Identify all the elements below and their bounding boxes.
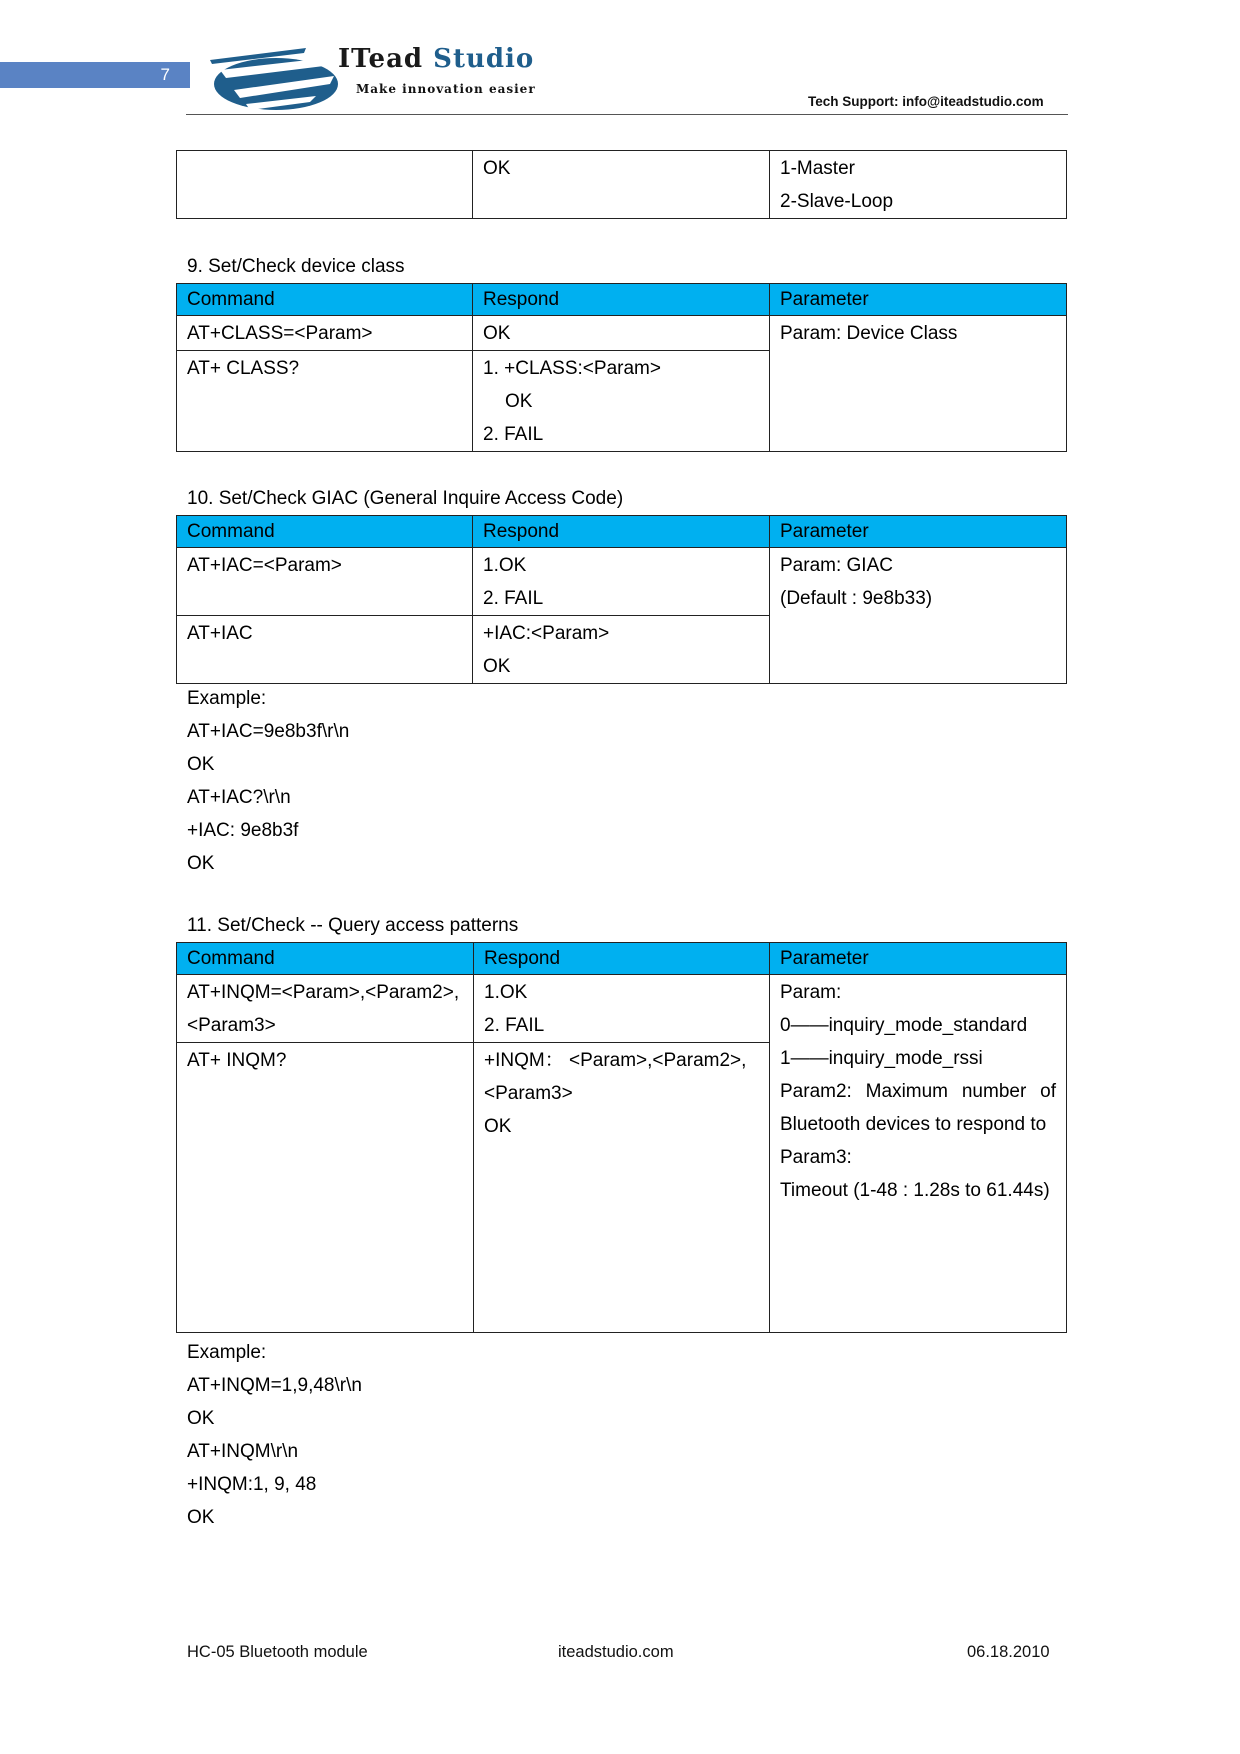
column-header: Respond <box>474 943 770 975</box>
example-line: OK <box>187 754 215 775</box>
column-header: Respond <box>473 284 770 316</box>
example-line: +IAC: 9e8b3f <box>187 820 299 841</box>
table-cell: 1-Master 2-Slave-Loop <box>770 151 1067 219</box>
column-header: Command <box>177 284 473 316</box>
column-header: Command <box>177 943 474 975</box>
table-cell: AT+CLASS=<Param> <box>177 316 473 351</box>
table-cell: 1.OK 2. FAIL <box>474 975 770 1043</box>
example-line: Example: <box>187 688 267 709</box>
footer-date: 06.18.2010 <box>967 1643 1050 1661</box>
giac-table <box>176 515 1067 684</box>
section-title: 9. Set/Check device class <box>187 256 405 277</box>
column-header: Parameter <box>770 943 1067 975</box>
table-cell: 1. +CLASS:<Param> OK 2. FAIL <box>473 351 770 452</box>
table-cell: AT+ CLASS? <box>177 351 473 452</box>
example-line: AT+IAC=9e8b3f\r\n <box>187 721 350 742</box>
example-line: AT+INQM=1,9,48\r\n <box>187 1375 362 1396</box>
page-number: 7 <box>0 62 190 88</box>
example-line: OK <box>187 853 215 874</box>
table-cell: OK <box>473 316 770 351</box>
section-title: 11. Set/Check -- Query access patterns <box>187 915 519 936</box>
header-divider <box>186 114 1068 115</box>
column-header: Respond <box>473 516 770 548</box>
brand-name: ITead Studio <box>338 44 535 74</box>
table-cell: 1.OK 2. FAIL <box>473 548 770 616</box>
table-cell: Param: 0——inquiry_mode_standard 1——inquiry_mode_rssi Param2: Maximum number of Bluetooth devices to respond to Param3: Timeout (1-48 : 1.28s to 61.44s) <box>770 975 1067 1333</box>
table-cell <box>177 151 473 219</box>
column-header: Command <box>177 516 473 548</box>
table-cell: AT+IAC <box>177 616 473 684</box>
column-header: Parameter <box>770 284 1067 316</box>
table-cell: AT+IAC=<Param> <box>177 548 473 616</box>
example-block <box>187 682 349 880</box>
table-cell: +IAC:<Param> OK <box>473 616 770 684</box>
example-block <box>187 1336 362 1534</box>
table-cell: AT+INQM=<Param>,<Param2>, <Param3> <box>177 975 474 1043</box>
continued-table <box>176 150 1067 219</box>
table-cell: Param: Device Class <box>770 316 1067 452</box>
example-line: OK <box>187 1507 215 1528</box>
inquiry-mode-table <box>176 942 1067 1333</box>
device-class-table <box>176 283 1067 452</box>
column-header: Parameter <box>770 516 1067 548</box>
example-line: OK <box>187 1408 215 1429</box>
example-line: AT+IAC?\r\n <box>187 787 291 808</box>
table-cell: OK <box>473 151 770 219</box>
example-line: AT+INQM\r\n <box>187 1441 299 1462</box>
table-cell: AT+ INQM? <box>177 1043 474 1333</box>
section-title: 10. Set/Check GIAC (General Inquire Access Code) <box>187 488 624 509</box>
example-line: Example: <box>187 1342 267 1363</box>
footer-module-name: HC-05 Bluetooth module <box>187 1643 368 1661</box>
example-line: +INQM:1, 9, 48 <box>187 1474 317 1495</box>
tech-support-contact: Tech Support: info@iteadstudio.com <box>808 94 1044 109</box>
table-cell: +INQM： <Param>,<Param2>, <Param3> OK <box>474 1043 770 1333</box>
brand-tagline: Make innovation easier <box>356 82 536 96</box>
table-cell: Param: GIAC (Default : 9e8b33) <box>770 548 1067 684</box>
footer-website: iteadstudio.com <box>558 1643 674 1661</box>
